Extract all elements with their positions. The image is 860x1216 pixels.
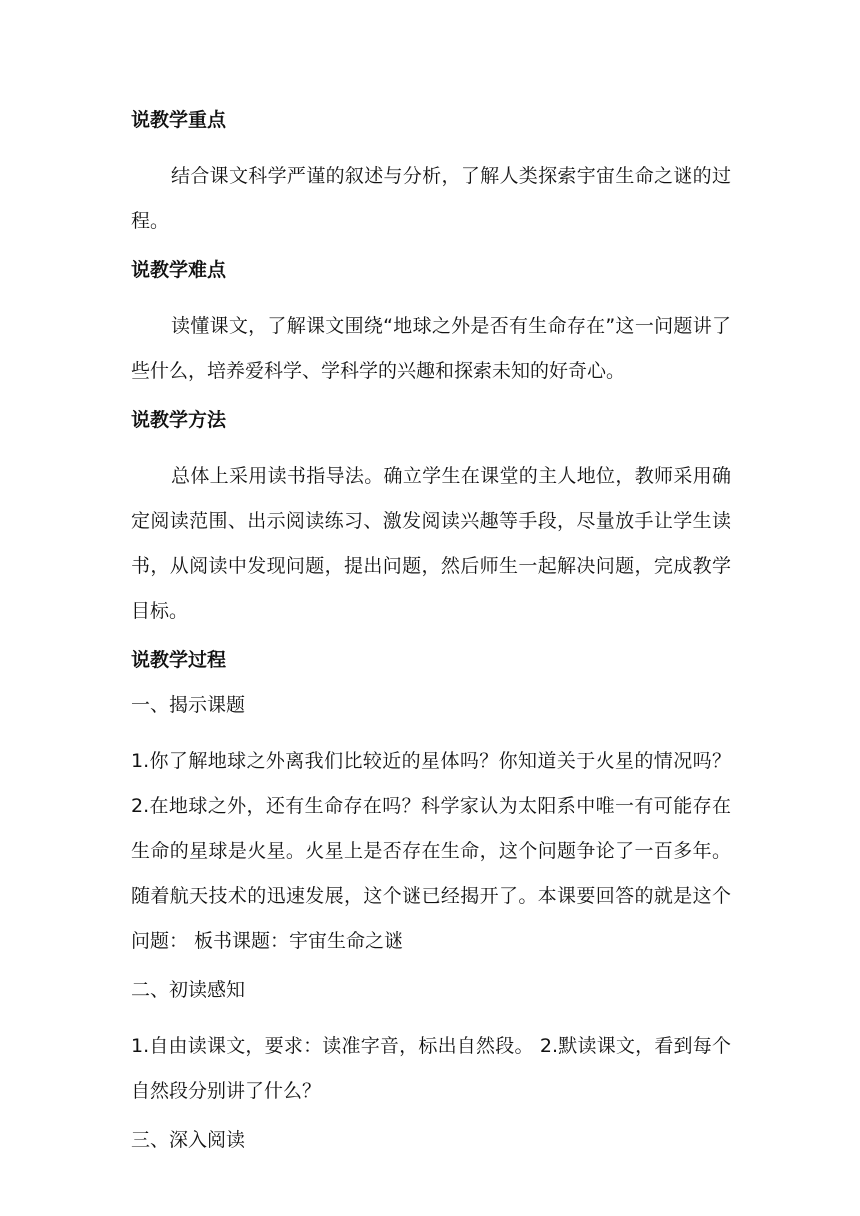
section-heading-key-points: 说教学重点 <box>131 109 227 131</box>
section-heading-difficulties: 说教学难点 <box>131 259 227 281</box>
paragraph-difficulties: 读懂课文，了解课文围绕“地球之外是否有生命存在”这一问题讲了些什么，培养爱科学、学科学的兴趣和探索未知的好奇心。 <box>131 315 731 382</box>
process-step-2-label: 二、初读感知 <box>131 979 246 1001</box>
paragraph-methods: 总体上采用读书指导法。确立学生在课堂的主人地位，教师采用确定阅读范围、出示阅读练习、激发阅读兴趣等手段，尽量放手让学生读书，从阅读中发现问题，提出问题，然后师生一起解决问题，完成教学目标。 <box>131 465 731 622</box>
process-step-3-label: 三、深入阅读 <box>131 1129 246 1151</box>
process-step-1-body: 1.你了解地球之外离我们比较近的星体吗？你知道关于火星的情况吗？ 2.在地球之外，还有生命存在吗？科学家认为太阳系中唯一有可能存在生命的星球是火星。火星上是否存在生命，这个问题争论了一百多年。随着航天技术的迅速发展，这个谜已经揭开了。本课要回答的就是这个问题： 板书课题：宇宙生命之谜 <box>131 750 731 952</box>
document-content <box>131 108 731 1152</box>
paragraph-key-points: 结合课文科学严谨的叙述与分析，了解人类探索宇宙生命之谜的过程。 <box>131 165 731 232</box>
section-heading-methods: 说教学方法 <box>131 409 227 431</box>
section-heading-process: 说教学过程 <box>131 649 227 671</box>
process-step-1-label: 一、揭示课题 <box>131 694 246 716</box>
process-step-2-body: 1.自由读课文，要求：读准字音，标出自然段。 2.默读课文，看到每个自然段分别讲了什么？ <box>131 1035 731 1102</box>
